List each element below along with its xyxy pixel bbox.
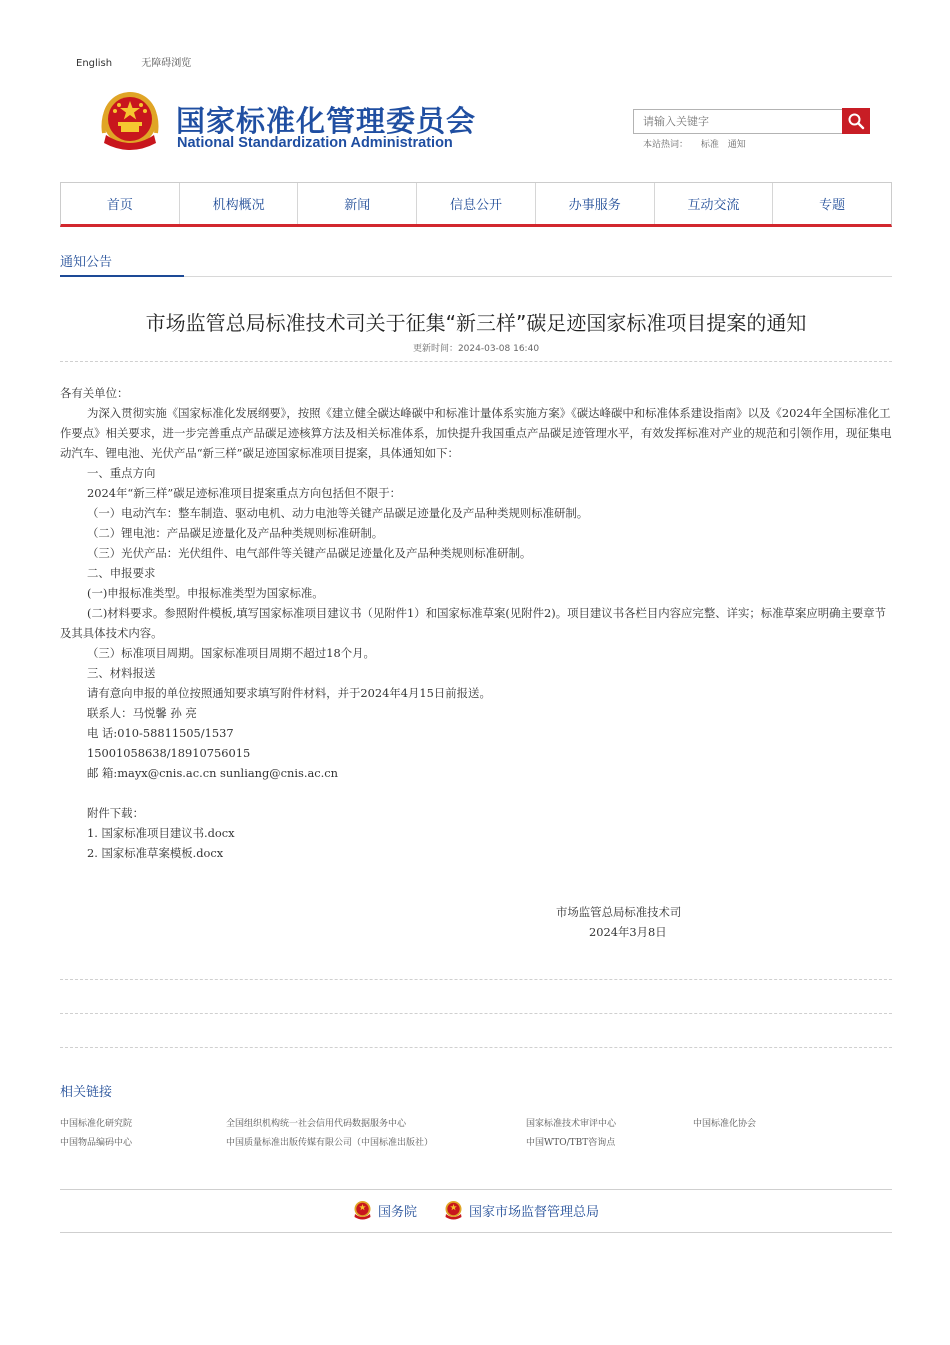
intro-paragraph: 为深入贯彻实施《国家标准化发展纲要》，按照《建立健全碳达峰碳中和标准计量体系实施方案》《碳达峰碳中和标准体系建设指南》以及《2024年全国标准化工作要点》相关要求，进一步完善重点产品碳足迹核算方法及相关标准体系，加快提升我国重点产品碳足迹管理水平，有效发挥标准对产业的规范和引领作用，现征集电动汽车、锂电池、光伏产品“新三样”碳足迹国家标准项目提案，具体通知如下： <box>60 406 892 460</box>
footer-divider <box>60 1232 892 1233</box>
section-heading: 一、重点方向 <box>87 466 156 480</box>
hot-words-label: 本站热词： <box>643 140 689 150</box>
related-link[interactable]: 中国标准化协会 <box>693 1119 757 1129</box>
related-link[interactable]: 中国物品编码中心 <box>60 1138 133 1148</box>
nav-item-news[interactable]: 新闻 <box>298 183 417 224</box>
english-link[interactable]: English <box>76 58 113 69</box>
footer-link-label: 国家市场监督管理总局 <box>469 1204 600 1220</box>
site-title[interactable]: 国家标准化管理委员会 <box>176 104 477 138</box>
nav-item-services[interactable]: 办事服务 <box>536 183 655 224</box>
nav-item-topics[interactable]: 专题 <box>819 198 846 213</box>
section-divider <box>60 276 892 277</box>
hot-word[interactable]: 通知 <box>727 140 746 150</box>
main-nav <box>60 182 892 227</box>
footer-link-state-council[interactable] <box>353 1200 417 1220</box>
attachment-link[interactable]: 1. 国家标准项目建议书.docx <box>87 826 235 840</box>
related-link[interactable]: 中国质量标准出版传媒有限公司（中国标准出版社） <box>226 1138 434 1148</box>
article-title: 市场监管总局标准技术司关于征集“新三样”碳足迹国家标准项目提案的通知 <box>145 311 807 335</box>
hot-words <box>643 137 752 150</box>
section-heading: 二、申报要求 <box>87 566 156 580</box>
divider <box>60 1047 892 1048</box>
list-item: （三）光伏产品：光伏组件、电气部件等关键产品碳足迹量化及产品种类规则标准研制。 <box>87 546 532 560</box>
signature-date: 2024年3月8日 <box>589 925 667 939</box>
list-item: （一）电动汽车：整车制造、驱动电机、动力电池等关键产品碳足迹量化及产品种类规则标准研制。 <box>87 506 589 520</box>
related-link[interactable]: 中国标准化研究院 <box>60 1119 133 1129</box>
attachment-link[interactable]: 2. 国家标准草案模板.docx <box>87 846 224 860</box>
emblem-icon <box>353 1200 372 1220</box>
search-icon <box>847 112 865 130</box>
contact-email: 邮 箱:mayx@cnis.ac.cn sunliang@cnis.ac.cn <box>87 766 338 780</box>
salutation: 各有关单位： <box>60 386 129 400</box>
accessible-browse-link[interactable]: 无障碍浏览 <box>141 58 192 69</box>
update-time: 更新时间：2024-03-08 16:40 <box>412 344 540 354</box>
list-item: （三）标准项目周期。国家标准项目周期不超过18个月。 <box>87 646 375 660</box>
paragraph: 2024年“新三样”碳足迹标准项目提案重点方向包括但不限于： <box>87 486 402 500</box>
contact-mobile: 15001058638/18910756015 <box>87 746 251 760</box>
nav-item-interaction[interactable]: 互动交流 <box>655 183 774 224</box>
divider <box>60 1013 892 1014</box>
footer-link-label: 国务院 <box>378 1204 418 1220</box>
related-link[interactable]: 全国组织机构统一社会信用代码数据服务中心 <box>226 1119 407 1129</box>
national-emblem-icon <box>98 89 162 155</box>
contact-name: 联系人：马悦馨 孙 亮 <box>87 706 197 720</box>
nav-item-disclosure[interactable]: 信息公开 <box>417 183 536 224</box>
spacer <box>60 783 892 803</box>
nav-item-home[interactable]: 首页 <box>61 183 180 224</box>
attachments-label: 附件下载： <box>87 806 144 820</box>
top-bar <box>76 54 217 69</box>
article-body <box>60 383 892 863</box>
nav-item-about[interactable]: 机构概况 <box>180 183 299 224</box>
search-input[interactable] <box>633 109 843 134</box>
paragraph: 请有意向申报的单位按照通知要求填写附件材料，并于2024年4月15日前报送。 <box>87 686 491 700</box>
contact-phone: 电 话:010-58811505/1537 <box>87 726 234 740</box>
list-item: (一)申报标准类型。申报标准类型为国家标准。 <box>87 586 324 600</box>
emblem-icon <box>444 1200 463 1220</box>
footer-link-samr[interactable] <box>444 1200 599 1220</box>
footer-divider <box>60 1189 892 1190</box>
hot-word[interactable]: 标准 <box>700 140 719 150</box>
divider <box>60 979 892 980</box>
section-tab-notices[interactable]: 通知公告 <box>60 255 113 270</box>
list-item: （二）锂电池：产品碳足迹量化及产品种类规则标准研制。 <box>87 526 384 540</box>
search-button[interactable] <box>842 108 870 134</box>
signature-org: 市场监管总局标准技术司 <box>556 905 682 919</box>
site-subtitle: National Standardization Administration <box>177 135 453 151</box>
related-link[interactable]: 中国WTO/TBT咨询点 <box>526 1138 616 1148</box>
title-divider <box>60 361 892 362</box>
related-link[interactable]: 国家标准技术审评中心 <box>526 1119 617 1129</box>
section-heading: 三、材料报送 <box>87 666 156 680</box>
related-links-title: 相关链接 <box>60 1085 113 1100</box>
list-item: (二)材料要求。参照附件模板,填写国家标准项目建议书（见附件1）和国家标准草案(见附件2)。项目建议书各栏目内容应完整、详实；标准草案应明确主要章节及其具体技术内容。 <box>60 606 887 640</box>
section-tab-underline <box>60 275 184 277</box>
